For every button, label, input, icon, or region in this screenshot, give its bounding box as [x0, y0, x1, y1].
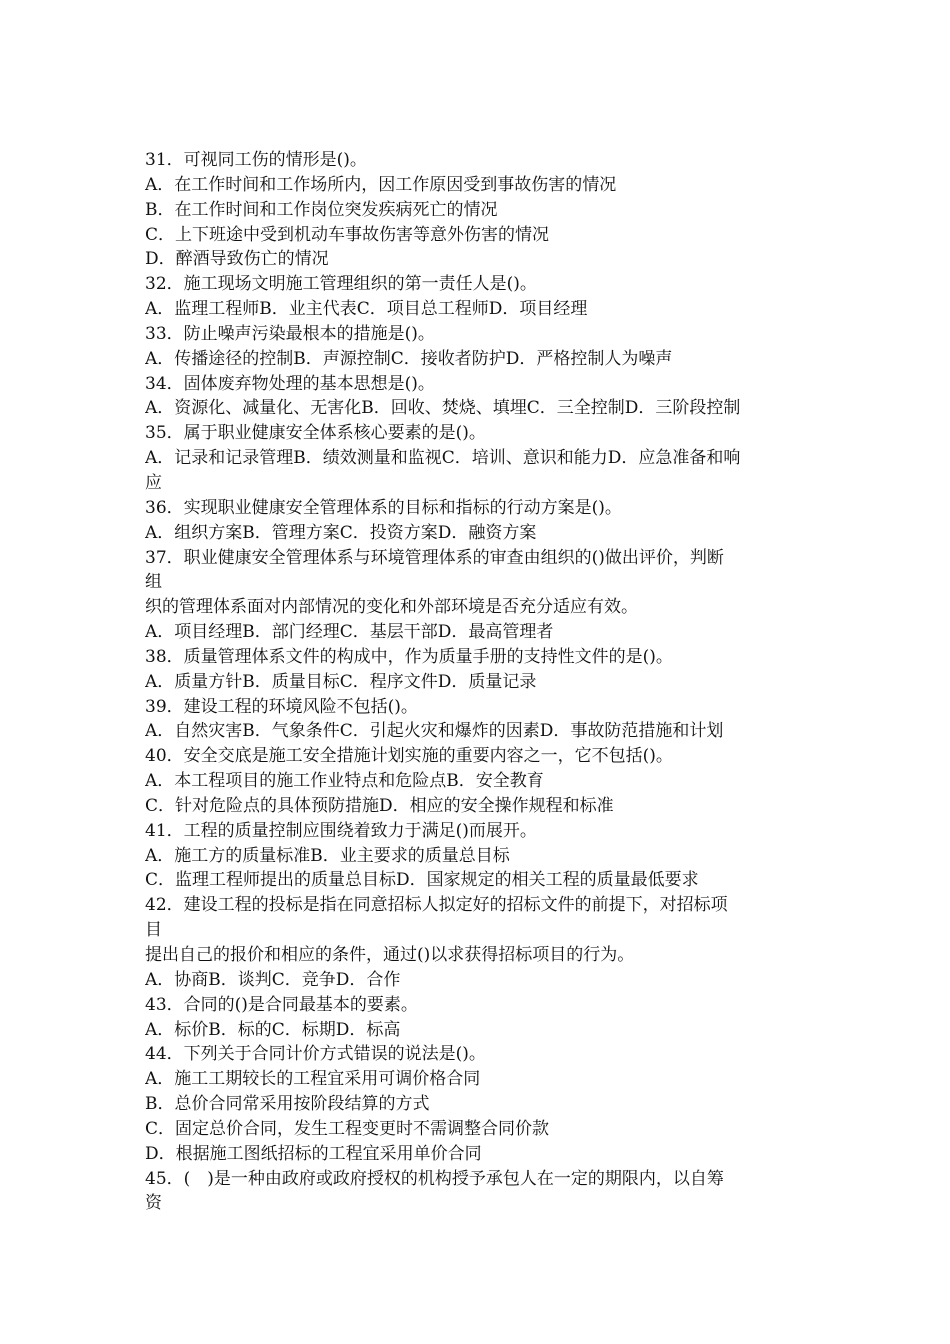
text-line: C．监理工程师提出的质量总目标D．国家规定的相关工程的质量最低要求: [145, 870, 699, 891]
text-line: D．根据施工图纸招标的工程宜采用单价合同: [145, 1143, 482, 1164]
text-line: 44．下列关于合同计价方式错误的说法是()。: [145, 1044, 486, 1065]
text-line: A．本工程项目的施工作业特点和危险点B．安全教育: [145, 771, 544, 792]
text-line: 42．建设工程的投标是指在同意招标人拟定好的招标文件的前提下，对招标项: [145, 895, 728, 916]
text-line: 31．可视同工伤的情形是()。: [145, 150, 367, 170]
text-line: 应: [145, 472, 162, 493]
text-line: D．醉酒导致伤亡的情况: [145, 249, 329, 270]
text-line: C．上下班途中受到机动车事故伤害等意外伤害的情况: [145, 224, 550, 245]
text-line: 45．( )是一种由政府或政府授权的机构授予承包人在一定的期限内，以自筹: [145, 1168, 724, 1189]
text-line: 39．建设工程的环境风险不包括()。: [145, 696, 418, 717]
text-line: 36．实现职业健康安全管理体系的目标和指标的行动方案是()。: [145, 497, 622, 518]
document-body: [145, 148, 815, 1216]
text-line: A．自然灾害B．气象条件C．引起火灾和爆炸的因素D．事故防范措施和计划: [145, 721, 724, 742]
text-line: A．传播途径的控制B．声源控制C．接收者防护D．严格控制人为噪声: [145, 348, 673, 369]
text-line: 37．职业健康安全管理体系与环境管理体系的审查由组织的()做出评价，判断: [145, 547, 724, 568]
text-line: 38．质量管理体系文件的构成中，作为质量手册的支持性文件的是()。: [145, 646, 673, 667]
text-line: A．在工作时间和工作场所内，因工作原因受到事故伤害的情况: [145, 174, 617, 195]
text-line: 33．防止噪声污染最根本的措施是()。: [145, 323, 435, 344]
text-line: A．施工工期较长的工程宜采用可调价格合同: [145, 1069, 481, 1090]
text-line: A．记录和记录管理B．绩效测量和监视C．培训、意识和能力D．应急准备和响: [145, 448, 741, 469]
text-line: A．标价B．标的C．标期D．标高: [145, 1019, 401, 1040]
text-line: B．总价合同常采用按阶段结算的方式: [145, 1094, 430, 1115]
text-line: 40．安全交底是施工安全措施计划实施的重要内容之一，它不包括()。: [145, 746, 673, 767]
text-line: 34．固体废弃物处理的基本思想是()。: [145, 373, 435, 394]
text-line: C．针对危险点的具体预防措施D．相应的安全操作规程和标准: [145, 795, 614, 816]
text-line: 组: [145, 572, 162, 593]
text-line: A．监理工程师B．业主代表C．项目总工程师D．项目经理: [145, 299, 588, 320]
text-line: 资: [145, 1193, 162, 1214]
text-line: A．组织方案B．管理方案C．投资方案D．融资方案: [145, 522, 537, 543]
text-line: 35．属于职业健康安全体系核心要素的是()。: [145, 423, 486, 444]
text-line: 32．施工现场文明施工管理组织的第一责任人是()。: [145, 274, 537, 295]
text-line: A．质量方针B．质量目标C．程序文件D．质量记录: [145, 671, 537, 692]
text-line: 41．工程的质量控制应围绕着致力于满足()而展开。: [145, 820, 537, 841]
text-line: A．协商B．谈判C．竞争D．合作: [145, 969, 401, 990]
text-line: C．固定总价合同，发生工程变更时不需调整合同价款: [145, 1118, 550, 1139]
text-line: 织的管理体系面对内部情况的变化和外部环境是否充分适应有效。: [145, 597, 638, 618]
text-line: A．施工方的质量标准B．业主要求的质量总目标: [145, 845, 510, 866]
text-line: A．项目经理B．部门经理C．基层干部D．最高管理者: [145, 622, 554, 643]
text-line: A．资源化、减量化、无害化B．回收、焚烧、填埋C．三全控制D．三阶段控制: [145, 398, 741, 419]
text-line: 目: [145, 920, 162, 941]
text-line: 提出自己的报价和相应的条件，通过()以求获得招标项目的行为。: [145, 945, 635, 965]
text-line: B．在工作时间和工作岗位突发疾病死亡的情况: [145, 199, 498, 220]
text-line: 43．合同的()是合同最基本的要素。: [145, 994, 418, 1015]
